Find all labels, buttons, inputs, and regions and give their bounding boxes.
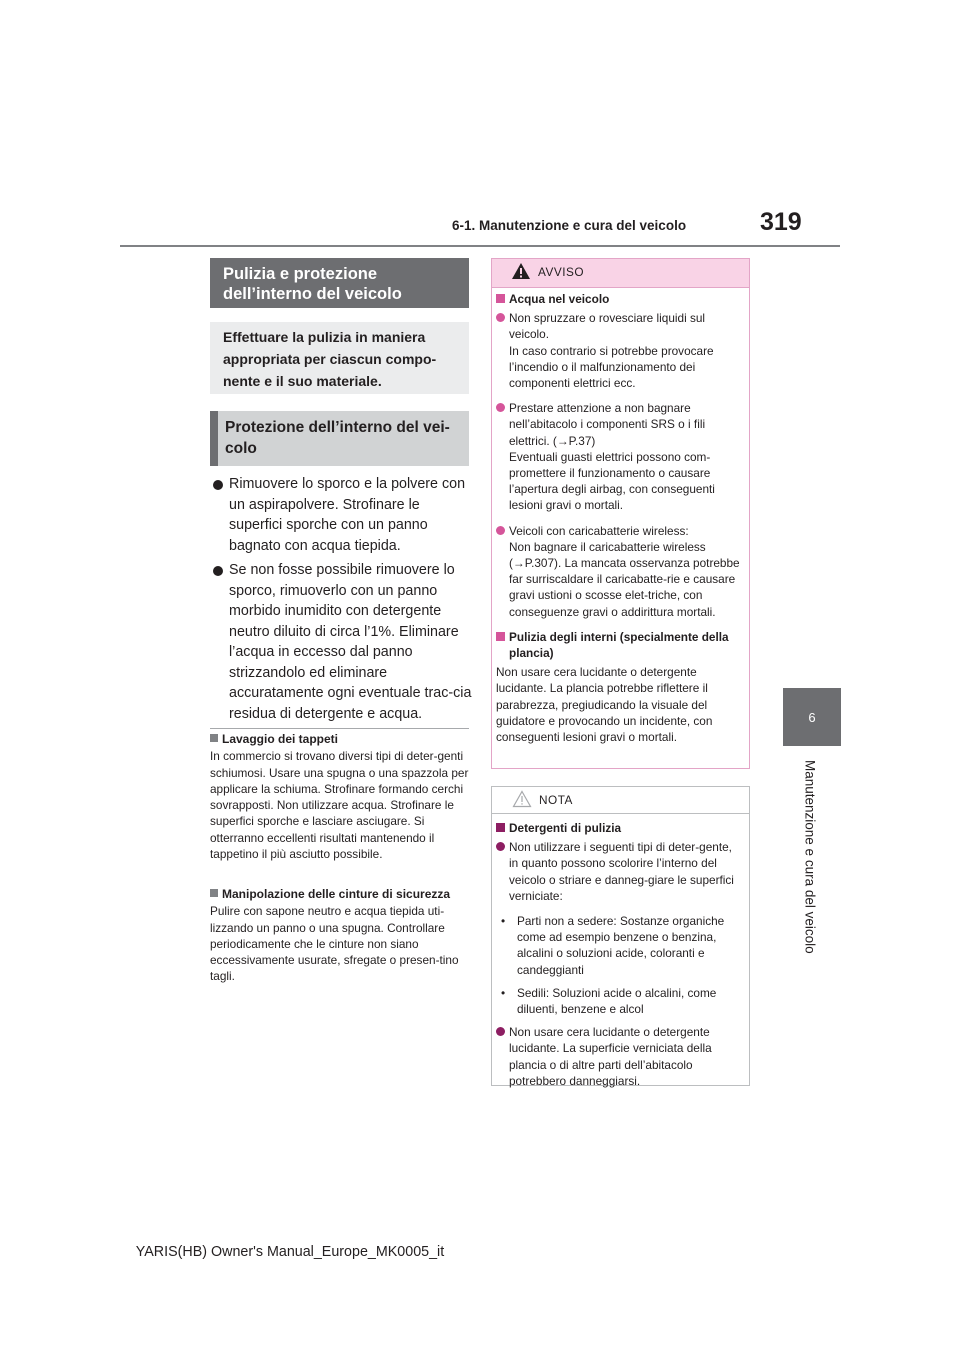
warning-triangle-icon	[511, 262, 531, 280]
square-bullet-icon	[210, 889, 218, 897]
warning-subheading: Pulizia degli interni (specialmente della plancia)	[496, 629, 744, 661]
bullet-item: Se non fosse possibile rimuovere lo sporco, rimuoverlo con un panno morbido inumidito con detergente neutro diluito di circa l’1%. Eliminare l’acqua in eccesso dal panno strizzandolo ed eliminare accuratamente ogni eventuale trac-cia residua di detergente e acqua.	[210, 560, 472, 724]
section-title: 6-1. Manutenzione e cura del veicolo	[452, 218, 687, 233]
nota-title: NOTA	[539, 793, 573, 807]
caution-triangle-icon	[512, 790, 532, 808]
footer-text: YARIS(HB) Owner's Manual_Europe_MK0005_it	[135, 1244, 445, 1260]
warning-content	[496, 291, 744, 754]
note-text: Pulire con sapone neutro e acqua tiepida uti-lizzando un panno o una spugna. Controllare periodicamente che le cinture non siano eccessivamente usurate, sfregate o presen-tino tagli.	[210, 904, 459, 984]
warning-paragraph: Non usare cera lucidante o detergente lucidante. La plancia potrebbe riflettere il parabrezza, pregiudicando la visuale del guidatore e provocando un incidente, con conseguenti lesioni gravi o mortali.	[496, 665, 713, 745]
chapter-side-label-text: Manutenzione e cura del veicolo	[802, 760, 818, 954]
warning-item: Veicoli con caricabatterie wireless: Non bagnare il caricabatterie wireless (→P.307). La mancata osservanza potrebbe far surriscaldare il caricabatte-rie e causare gravi ustioni o scosse elet-triche, con conseguenze gravi o addirittura mortali.	[496, 523, 744, 620]
warning-item: Prestare attenzione a non bagnare nell’abitacolo i componenti SRS o i fili elettrici. (→P.37) Eventuali guasti elettrici possono com-promettere il funzionamento o causare l’apertura degli airbag, con conseguenti lesioni gravi o mortali.	[496, 400, 744, 513]
bullet-item: Rimuovere lo sporco e la polvere con un aspirapolvere. Strofinare le superfici sporche con un panno bagnato con acqua tiepida.	[210, 474, 472, 556]
bullet-list	[210, 474, 472, 728]
chapter-side-label	[750, 760, 870, 960]
page-number: 319	[760, 208, 802, 236]
warning-subheading: Acqua nel veicolo	[496, 291, 744, 307]
nota-item: Non usare cera lucidante o detergente lucidante. La superficie verniciata della plancia o di altre parti dell’abitacolo potrebbero danneggiarsi.	[496, 1024, 744, 1089]
chapter-tab: 6	[783, 688, 841, 746]
footer	[0, 1244, 960, 1260]
main-heading: Pulizia e protezione dell’interno del veicolo	[210, 258, 469, 308]
square-bullet-icon	[210, 734, 218, 742]
note-carpets	[210, 731, 472, 862]
header-rule	[120, 245, 840, 247]
note-text: In commercio si trovano diversi tipi di deter-genti schiumosi. Usare una spugna o una spazzola per applicare la schiuma. Strofinare formando cerchi sovrapposti. Non utilizzare acqua. Strofinare le superfici sporche e lasciare asciugare. Si otterranno eccellenti risultati mantenendo il tappetino il più asciutto possibile.	[210, 749, 469, 862]
nota-content	[496, 820, 744, 1098]
nota-item: Non utilizzare i seguenti tipi di deter-gente, in quanto possono scolorire l’interno del veicolo o striare e danneg-giare le superfici verniciate:	[496, 839, 744, 904]
nota-header-rule	[492, 813, 749, 814]
warning-title: AVVISO	[538, 265, 585, 279]
nota-subheading: Detergenti di pulizia	[496, 820, 744, 836]
warning-item: Non spruzzare o rovesciare liquidi sul veicolo. In caso contrario si potrebbe provocare l’incendio o il malfunzionamento dei componenti elettrici ecc.	[496, 310, 744, 391]
sub-heading: Protezione dell’interno del vei-colo	[210, 411, 469, 466]
note-title: Lavaggio dei tappeti	[210, 731, 472, 747]
divider	[210, 728, 469, 729]
nota-dash-item: • Sedili: Soluzioni acide o alcalini, come diluenti, benzene e alcol	[496, 985, 744, 1017]
nota-dash-item: • Parti non a sedere: Sostanze organiche come ad esempio benzene o benzina, alcalini o soluzioni acide, coloranti e candeggianti	[496, 913, 744, 978]
note-title: Manipolazione delle cinture di sicurezza	[210, 886, 472, 902]
intro-box: Effettuare la pulizia in maniera appropriata per ciascun compo-nente e il suo materiale.	[210, 322, 469, 394]
note-seatbelts	[210, 886, 472, 985]
